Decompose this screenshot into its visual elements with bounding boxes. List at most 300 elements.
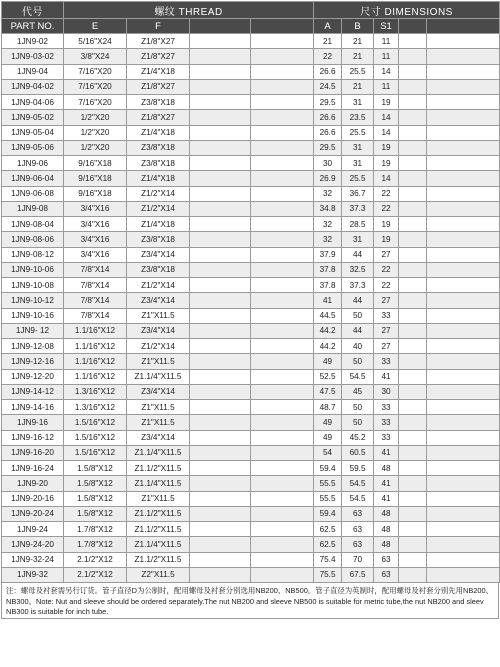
dim-a-cell: 52.5 <box>314 369 342 384</box>
table-row <box>2 461 500 476</box>
blank-cell <box>399 552 427 567</box>
blank-cell <box>190 567 251 582</box>
part-no-cell: 1JN9-12-16 <box>2 354 64 369</box>
blank-cell <box>190 506 251 521</box>
blank-cell <box>427 125 500 140</box>
blank-cell <box>190 217 251 232</box>
blank-cell <box>399 217 427 232</box>
footnote <box>1 583 499 619</box>
dim-s1-cell: 14 <box>374 64 399 79</box>
blank-cell <box>251 461 314 476</box>
note-english: Note: Nut and sleeve should be ordered separately.The nut NB200 and sleeve NB500 is suitable for metric tube,the nut NB200 and sleev NB300 is suitable for inch tube. <box>6 596 484 616</box>
part-no-cell: 1JN9-16-24 <box>2 461 64 476</box>
dim-b-cell: 32.5 <box>342 262 374 277</box>
blank-cell <box>427 95 500 110</box>
blank-cell <box>190 110 251 125</box>
thread-header: 螺纹 THREAD <box>64 2 314 19</box>
thread-e-cell: 7/16"X20 <box>64 64 127 79</box>
thread-f-cell: Z1.1/2"X11.5 <box>127 552 190 567</box>
dim-b-cell: 54.5 <box>342 491 374 506</box>
blank-cell <box>190 491 251 506</box>
table-row <box>2 323 500 338</box>
blank-cell <box>190 64 251 79</box>
blank-cell <box>399 354 427 369</box>
thread-e-cell: 7/16"X20 <box>64 79 127 94</box>
blank-cell <box>399 567 427 582</box>
blank-cell <box>399 201 427 216</box>
dim-b-cell: 67.5 <box>342 567 374 582</box>
blank-cell <box>251 49 314 64</box>
part-no-cell: 1JN9-10-06 <box>2 262 64 277</box>
dim-b-cell: 45.2 <box>342 430 374 445</box>
blank-cell <box>190 201 251 216</box>
thread-f-cell: Z1/8"X27 <box>127 110 190 125</box>
thread-f-cell: Z1/4"X18 <box>127 217 190 232</box>
blank-cell <box>399 323 427 338</box>
part-no-cell: 1JN9-08 <box>2 201 64 216</box>
dim-a-cell: 29.5 <box>314 140 342 155</box>
table-row <box>2 247 500 262</box>
dim-s1-cell: 33 <box>374 354 399 369</box>
thread-f-cell: Z3/8"X18 <box>127 262 190 277</box>
blank-cell <box>190 171 251 186</box>
thread-f-cell: Z1"X11.5 <box>127 400 190 415</box>
thread-e-header: E <box>64 19 127 34</box>
blank-cell <box>399 110 427 125</box>
thread-e-cell: 9/16"X18 <box>64 171 127 186</box>
dim-b-cell: 37.3 <box>342 278 374 293</box>
blank-cell <box>251 445 314 460</box>
blank-cell <box>251 293 314 308</box>
thread-f-cell: Z1.1/4"X11.5 <box>127 369 190 384</box>
dim-b-cell: 54.5 <box>342 476 374 491</box>
blank-cell <box>190 522 251 537</box>
thread-f-cell: Z3/8"X18 <box>127 140 190 155</box>
thread-f-cell: Z3/8"X18 <box>127 232 190 247</box>
thread-f-cell: Z1.1/4"X11.5 <box>127 445 190 460</box>
table-row <box>2 79 500 94</box>
blank-cell <box>427 506 500 521</box>
part-no-cell: 1JN9- 12 <box>2 323 64 338</box>
thread-e-cell: 1.5/8"X12 <box>64 491 127 506</box>
thread-e-cell: 5/16"X24 <box>64 34 127 49</box>
dim-a-cell: 54 <box>314 445 342 460</box>
dimensions-header: 尺寸 DIMENSIONS <box>314 2 500 19</box>
blank-cell <box>251 339 314 354</box>
dim-s1-cell: 22 <box>374 186 399 201</box>
dim-a-cell: 34.8 <box>314 201 342 216</box>
blank-cell <box>427 369 500 384</box>
thread-e-cell: 1.1/16"X12 <box>64 369 127 384</box>
thread-e-cell: 1.5/16"X12 <box>64 430 127 445</box>
table-row <box>2 64 500 79</box>
thread-e-cell: 3/4"X16 <box>64 217 127 232</box>
table-row <box>2 522 500 537</box>
table-body <box>2 34 500 583</box>
blank-header <box>251 19 314 34</box>
dim-s1-cell: 19 <box>374 140 399 155</box>
blank-cell <box>251 430 314 445</box>
blank-cell <box>251 476 314 491</box>
blank-cell <box>251 217 314 232</box>
dim-a-cell: 32 <box>314 217 342 232</box>
dim-b-cell: 37.3 <box>342 201 374 216</box>
dim-b-cell: 63 <box>342 522 374 537</box>
note-chinese: 注：螺母及衬套需另行订货。管子直径D为公制时，配用螺母及衬套分别选用NB200、NB500。管子直径为英制时，配用螺母及衬套分别先用NB200、NB300。 <box>6 586 494 606</box>
blank-cell <box>399 64 427 79</box>
blank-cell <box>399 476 427 491</box>
blank-cell <box>427 354 500 369</box>
part-no-cell: 1JN9-16-20 <box>2 445 64 460</box>
blank-cell <box>190 186 251 201</box>
part-no-cell: 1JN9-20 <box>2 476 64 491</box>
dim-a-cell: 49 <box>314 354 342 369</box>
thread-e-cell: 1.5/8"X12 <box>64 476 127 491</box>
dim-b-cell: 31 <box>342 140 374 155</box>
dim-s1-cell: 27 <box>374 247 399 262</box>
thread-f-cell: Z1/8"X27 <box>127 49 190 64</box>
dim-s1-cell: 41 <box>374 476 399 491</box>
part-no-cell: 1JN9-04-06 <box>2 95 64 110</box>
blank-cell <box>427 567 500 582</box>
blank-cell <box>399 430 427 445</box>
dim-a-cell: 26.9 <box>314 171 342 186</box>
thread-e-cell: 3/8"X24 <box>64 49 127 64</box>
part-no-cell: 1JN9-10-12 <box>2 293 64 308</box>
table-row <box>2 156 500 171</box>
dim-a-header: A <box>314 19 342 34</box>
blank-cell <box>190 140 251 155</box>
blank-cell <box>427 64 500 79</box>
thread-e-cell: 1.3/16"X12 <box>64 400 127 415</box>
thread-e-cell: 1.1/16"X12 <box>64 323 127 338</box>
table-row <box>2 369 500 384</box>
thread-e-cell: 1.5/8"X12 <box>64 506 127 521</box>
table-row <box>2 400 500 415</box>
blank-cell <box>427 384 500 399</box>
dim-a-cell: 55.5 <box>314 476 342 491</box>
table-row <box>2 415 500 430</box>
dim-s1-cell: 19 <box>374 232 399 247</box>
thread-e-cell: 7/8"X14 <box>64 262 127 277</box>
dim-s1-cell: 27 <box>374 323 399 338</box>
dim-b-cell: 50 <box>342 415 374 430</box>
thread-f-cell: Z3/4"X14 <box>127 430 190 445</box>
table-row <box>2 171 500 186</box>
dim-b-cell: 63 <box>342 537 374 552</box>
dim-b-cell: 50 <box>342 354 374 369</box>
blank-cell <box>427 278 500 293</box>
blank-cell <box>190 247 251 262</box>
dim-a-cell: 59.4 <box>314 461 342 476</box>
blank-cell <box>251 125 314 140</box>
thread-f-cell: Z3/4"X14 <box>127 293 190 308</box>
blank-cell <box>427 247 500 262</box>
blank-cell <box>251 34 314 49</box>
part-no-cell: 1JN9-16-12 <box>2 430 64 445</box>
blank-cell <box>427 201 500 216</box>
table-row <box>2 445 500 460</box>
blank-cell <box>190 400 251 415</box>
dim-b-cell: 44 <box>342 247 374 262</box>
blank-cell <box>399 232 427 247</box>
blank-cell <box>399 186 427 201</box>
dim-a-cell: 24.5 <box>314 79 342 94</box>
dim-b-cell: 60.5 <box>342 445 374 460</box>
dim-b-cell: 28.5 <box>342 217 374 232</box>
blank-cell <box>399 140 427 155</box>
thread-f-header: F <box>127 19 190 34</box>
blank-cell <box>190 430 251 445</box>
blank-cell <box>427 339 500 354</box>
part-no-cell: 1JN9-08-04 <box>2 217 64 232</box>
dim-a-cell: 47.5 <box>314 384 342 399</box>
blank-cell <box>190 552 251 567</box>
thread-e-cell: 1.5/8"X12 <box>64 461 127 476</box>
part-no-cell: 1JN9-05-06 <box>2 140 64 155</box>
dim-s1-cell: 19 <box>374 95 399 110</box>
blank-cell <box>399 522 427 537</box>
part-no-cell: 1JN9-24 <box>2 522 64 537</box>
blank-cell <box>251 567 314 582</box>
dim-b-cell: 21 <box>342 49 374 64</box>
blank-cell <box>190 476 251 491</box>
thread-f-cell: Z2"X11.5 <box>127 567 190 582</box>
dim-a-cell: 22 <box>314 49 342 64</box>
part-no-cell: 1JN9-06-08 <box>2 186 64 201</box>
spec-sheet <box>1 1 499 619</box>
blank-cell <box>251 400 314 415</box>
thread-e-cell: 7/16"X20 <box>64 95 127 110</box>
dim-a-cell: 37.8 <box>314 262 342 277</box>
blank-cell <box>251 415 314 430</box>
table-row <box>2 49 500 64</box>
dim-a-cell: 37.9 <box>314 247 342 262</box>
dim-s1-cell: 48 <box>374 461 399 476</box>
blank-cell <box>427 232 500 247</box>
blank-cell <box>399 156 427 171</box>
thread-e-cell: 1.1/16"X12 <box>64 339 127 354</box>
dim-s1-cell: 22 <box>374 201 399 216</box>
dim-b-cell: 31 <box>342 95 374 110</box>
blank-cell <box>251 171 314 186</box>
blank-cell <box>251 537 314 552</box>
dim-b-cell: 36.7 <box>342 186 374 201</box>
blank-cell <box>399 506 427 521</box>
blank-cell <box>251 308 314 323</box>
part-no-cell: 1JN9-08-12 <box>2 247 64 262</box>
dim-a-cell: 75.4 <box>314 552 342 567</box>
part-no-cell: 1JN9-05-04 <box>2 125 64 140</box>
blank-cell <box>427 293 500 308</box>
blank-cell <box>399 461 427 476</box>
blank-cell <box>427 430 500 445</box>
dim-s1-cell: 27 <box>374 293 399 308</box>
part-no-header: PART NO. <box>2 19 64 34</box>
part-no-cell: 1JN9-05-02 <box>2 110 64 125</box>
blank-cell <box>399 125 427 140</box>
dim-s1-cell: 19 <box>374 156 399 171</box>
dim-b-header: B <box>342 19 374 34</box>
header-row-top <box>2 2 500 19</box>
table-row <box>2 278 500 293</box>
thread-f-cell: Z1/8"X27 <box>127 34 190 49</box>
blank-header <box>190 19 251 34</box>
blank-cell <box>251 79 314 94</box>
blank-cell <box>190 323 251 338</box>
blank-cell <box>251 186 314 201</box>
blank-cell <box>427 156 500 171</box>
part-no-cell: 1JN9-12-08 <box>2 339 64 354</box>
blank-cell <box>427 400 500 415</box>
table-row <box>2 506 500 521</box>
blank-cell <box>427 34 500 49</box>
part-no-cell: 1JN9-12-20 <box>2 369 64 384</box>
table-row <box>2 293 500 308</box>
blank-cell <box>427 140 500 155</box>
table-row <box>2 384 500 399</box>
dim-a-cell: 48.7 <box>314 400 342 415</box>
part-no-cell: 1JN9-08-06 <box>2 232 64 247</box>
blank-cell <box>251 156 314 171</box>
part-no-cell: 1JN9-20-16 <box>2 491 64 506</box>
thread-e-cell: 3/4"X16 <box>64 201 127 216</box>
thread-f-cell: Z3/8"X18 <box>127 95 190 110</box>
thread-f-cell: Z1"X11.5 <box>127 354 190 369</box>
blank-cell <box>190 445 251 460</box>
thread-f-cell: Z1/4"X18 <box>127 125 190 140</box>
blank-cell <box>427 461 500 476</box>
thread-f-cell: Z1.1/2"X11.5 <box>127 461 190 476</box>
dim-a-cell: 62.5 <box>314 537 342 552</box>
dim-b-cell: 25.5 <box>342 171 374 186</box>
blank-cell <box>190 125 251 140</box>
blank-cell <box>190 384 251 399</box>
thread-f-cell: Z1/4"X18 <box>127 171 190 186</box>
blank-cell <box>190 262 251 277</box>
dim-s1-cell: 14 <box>374 125 399 140</box>
thread-e-cell: 1.5/16"X12 <box>64 445 127 460</box>
dim-s1-cell: 27 <box>374 339 399 354</box>
blank-cell <box>251 491 314 506</box>
blank-cell <box>190 369 251 384</box>
table-row <box>2 232 500 247</box>
dim-a-cell: 44.5 <box>314 308 342 323</box>
blank-cell <box>251 323 314 338</box>
dim-b-cell: 31 <box>342 232 374 247</box>
blank-cell <box>427 308 500 323</box>
thread-f-cell: Z1/2"X14 <box>127 278 190 293</box>
blank-cell <box>251 140 314 155</box>
blank-cell <box>251 95 314 110</box>
blank-cell <box>190 354 251 369</box>
dim-b-cell: 25.5 <box>342 125 374 140</box>
dim-b-cell: 59.5 <box>342 461 374 476</box>
dim-s1-cell: 11 <box>374 79 399 94</box>
blank-cell <box>190 95 251 110</box>
blank-cell <box>399 293 427 308</box>
thread-f-cell: Z1"X11.5 <box>127 491 190 506</box>
blank-cell <box>190 79 251 94</box>
blank-cell <box>427 491 500 506</box>
spec-table <box>1 1 500 583</box>
thread-e-cell: 7/8"X14 <box>64 308 127 323</box>
table-row <box>2 354 500 369</box>
part-no-cell: 1JN9-03-02 <box>2 49 64 64</box>
thread-e-cell: 1.7/8"X12 <box>64 537 127 552</box>
dim-b-cell: 45 <box>342 384 374 399</box>
dim-s1-cell: 63 <box>374 552 399 567</box>
dim-a-cell: 21 <box>314 34 342 49</box>
dim-a-cell: 37.8 <box>314 278 342 293</box>
dim-s1-cell: 14 <box>374 171 399 186</box>
dim-b-cell: 40 <box>342 339 374 354</box>
blank-cell <box>251 262 314 277</box>
table-row <box>2 537 500 552</box>
blank-cell <box>399 445 427 460</box>
thread-e-cell: 1.3/16"X12 <box>64 384 127 399</box>
part-no-cell: 1JN9-10-08 <box>2 278 64 293</box>
dim-a-cell: 49 <box>314 430 342 445</box>
dim-b-cell: 44 <box>342 323 374 338</box>
table-row <box>2 217 500 232</box>
table-row <box>2 201 500 216</box>
blank-cell <box>190 156 251 171</box>
dim-b-cell: 21 <box>342 79 374 94</box>
dim-b-cell: 63 <box>342 506 374 521</box>
thread-f-cell: Z1/2"X14 <box>127 339 190 354</box>
blank-cell <box>399 262 427 277</box>
blank-cell <box>251 110 314 125</box>
part-no-cell: 1JN9-32-24 <box>2 552 64 567</box>
blank-cell <box>427 323 500 338</box>
dim-s1-cell: 41 <box>374 491 399 506</box>
blank-cell <box>427 262 500 277</box>
dim-b-cell: 70 <box>342 552 374 567</box>
blank-cell <box>190 415 251 430</box>
blank-cell <box>251 64 314 79</box>
blank-cell <box>190 293 251 308</box>
dim-a-cell: 44.2 <box>314 339 342 354</box>
blank-cell <box>251 201 314 216</box>
blank-cell <box>190 34 251 49</box>
blank-cell <box>251 506 314 521</box>
part-no-cell: 1JN9-14-16 <box>2 400 64 415</box>
blank-cell <box>427 171 500 186</box>
thread-f-cell: Z1.1/2"X11.5 <box>127 506 190 521</box>
thread-f-cell: Z1/8"X27 <box>127 79 190 94</box>
dim-s1-cell: 22 <box>374 262 399 277</box>
thread-e-cell: 1/2"X20 <box>64 110 127 125</box>
blank-cell <box>399 49 427 64</box>
blank-cell <box>251 522 314 537</box>
blank-cell <box>190 339 251 354</box>
blank-cell <box>399 491 427 506</box>
blank-cell <box>427 110 500 125</box>
dim-s1-cell: 33 <box>374 400 399 415</box>
header-row-sub <box>2 19 500 34</box>
table-row <box>2 308 500 323</box>
part-no-cell: 1JN9-04 <box>2 64 64 79</box>
thread-e-cell: 7/8"X14 <box>64 278 127 293</box>
thread-e-cell: 2.1/2"X12 <box>64 567 127 582</box>
dim-s1-header: S1 <box>374 19 399 34</box>
thread-f-cell: Z1"X11.5 <box>127 308 190 323</box>
dim-s1-cell: 63 <box>374 567 399 582</box>
table-row <box>2 430 500 445</box>
dim-s1-cell: 48 <box>374 506 399 521</box>
part-no-cell: 1JN9-02 <box>2 34 64 49</box>
